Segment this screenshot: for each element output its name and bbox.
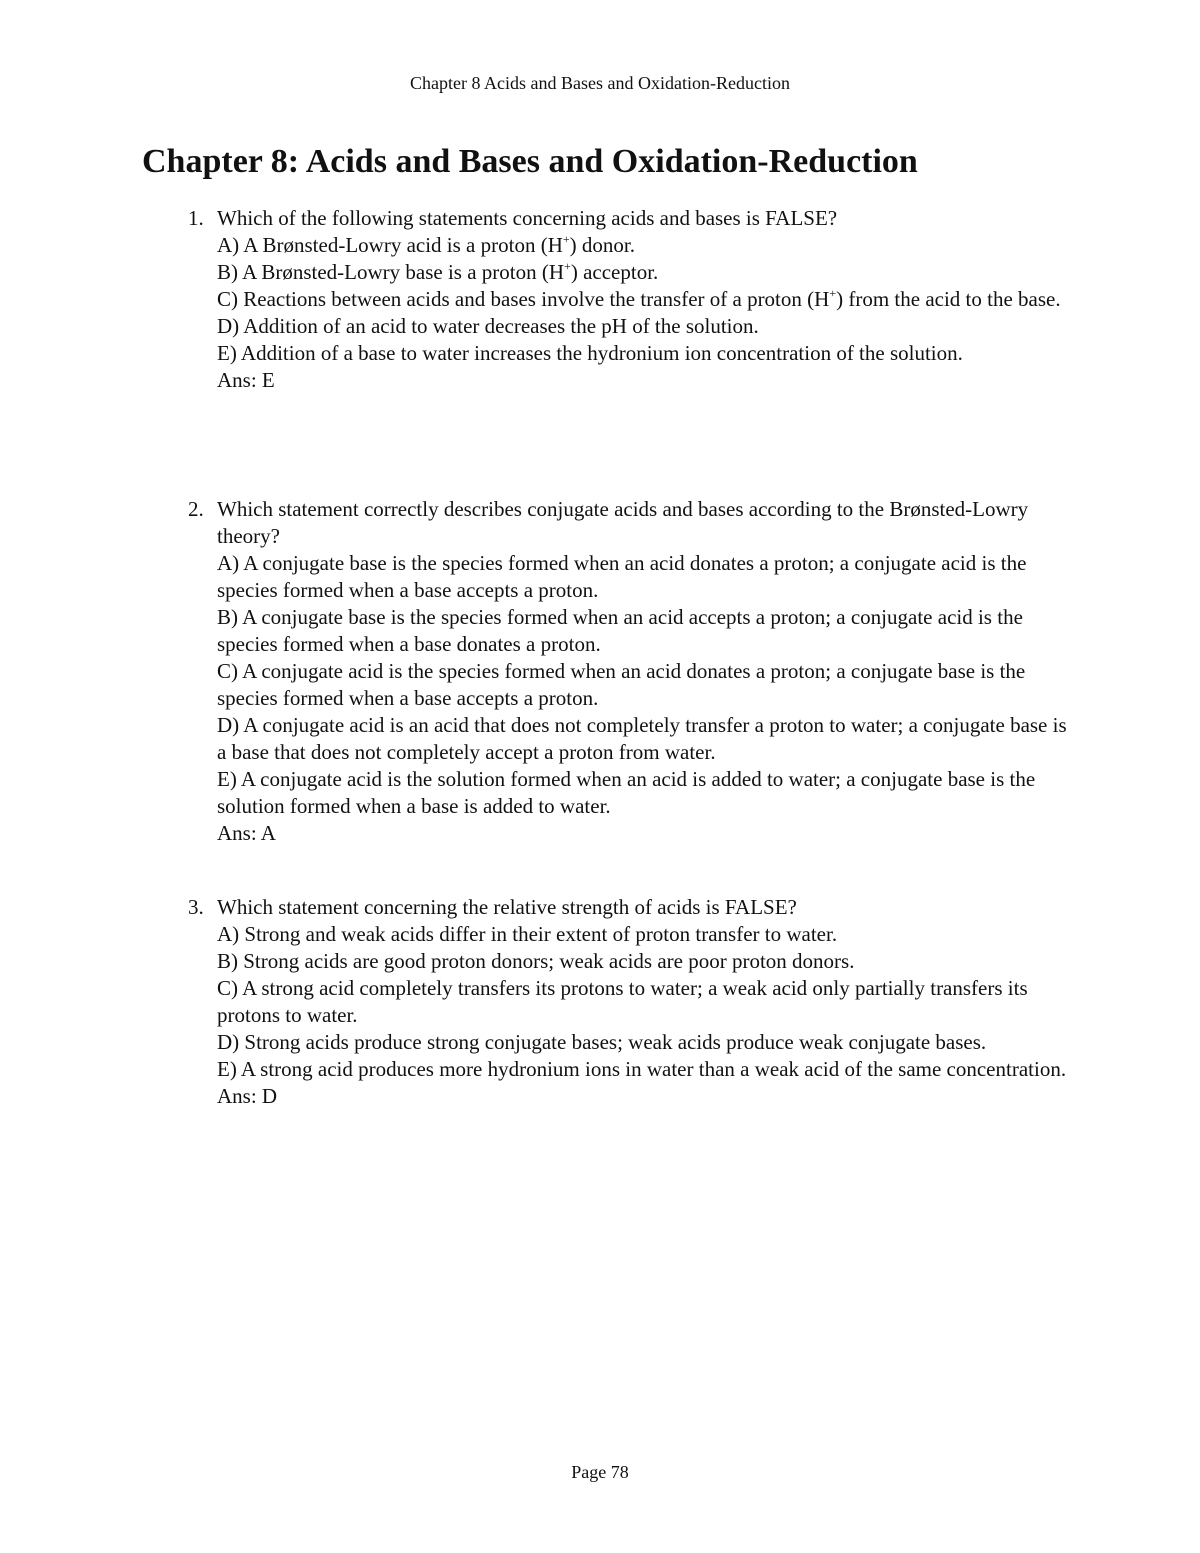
option-e: E) A conjugate acid is the solution formed when an acid is added to water; a conjugate base is the solution formed when a base is added to water. [217,767,1036,818]
question-number: 3. [188,895,204,919]
superscript-plus: + [562,232,570,246]
option-d: D) Strong acids produce strong conjugate bases; weak acids produce weak conjugate bases. [217,1030,987,1054]
question-body [217,496,1068,847]
page-number: Page 78 [571,1462,629,1482]
answer: Ans: A [217,821,276,845]
option-a: A) A conjugate base is the species formed when an acid donates a proton; a conjugate acid is the species formed when a base accepts a proton. [217,551,1027,602]
question-number: 2. [188,497,204,521]
option-c: C) Reactions between acids and bases involve the transfer of a proton (H+) from the acid to the base. [217,286,1061,311]
superscript-plus: + [564,259,571,273]
option-b: B) A Brønsted-Lowry base is a proton (H+) acceptor. [217,259,659,284]
option-d: D) A conjugate acid is an acid that does not completely transfer a proton to water; a conjugate base is a base that does not completely accept a proton from water. [217,713,1067,764]
superscript-plus: + [829,286,837,300]
question-3 [188,894,1068,1110]
question-2 [188,496,1068,847]
chapter-title: Chapter 8: Acids and Bases and Oxidation-Reduction [142,143,918,180]
question-stem: Which of the following statements concerning acids and bases is FALSE? [217,206,838,230]
option-b: B) Strong acids are good proton donors; weak acids are poor proton donors. [217,949,855,973]
option-b: B) A conjugate base is the species formed when an acid accepts a proton; a conjugate acid is the species formed when a base donates a proton. [217,605,1023,656]
question-1 [188,205,1068,394]
question-body [217,205,1068,394]
option-c: C) A strong acid completely transfers its protons to water; a weak acid only partially transfers its protons to water. [217,976,1028,1027]
answer: Ans: E [217,368,275,392]
option-d: D) Addition of an acid to water decreases the pH of the solution. [217,314,759,338]
option-a: A) A Brønsted-Lowry acid is a proton (H+) donor. [217,232,635,257]
option-c: C) A conjugate acid is the species formed when an acid donates a proton; a conjugate base is the species formed when a base accepts a proton. [217,659,1026,710]
option-e: E) Addition of a base to water increases the hydronium ion concentration of the solution. [217,341,963,365]
question-stem: Which statement correctly describes conjugate acids and bases according to the Brønsted-Lowry theory? [217,497,1029,548]
answer: Ans: D [217,1084,278,1108]
question-body [217,894,1068,1110]
option-e: E) A strong acid produces more hydronium ions in water than a weak acid of the same concentration. [217,1057,1067,1081]
question-number: 1. [188,206,204,230]
running-header: Chapter 8 Acids and Bases and Oxidation-Reduction [410,73,790,93]
option-a: A) Strong and weak acids differ in their extent of proton transfer to water. [217,922,838,946]
question-stem: Which statement concerning the relative strength of acids is FALSE? [217,895,797,919]
